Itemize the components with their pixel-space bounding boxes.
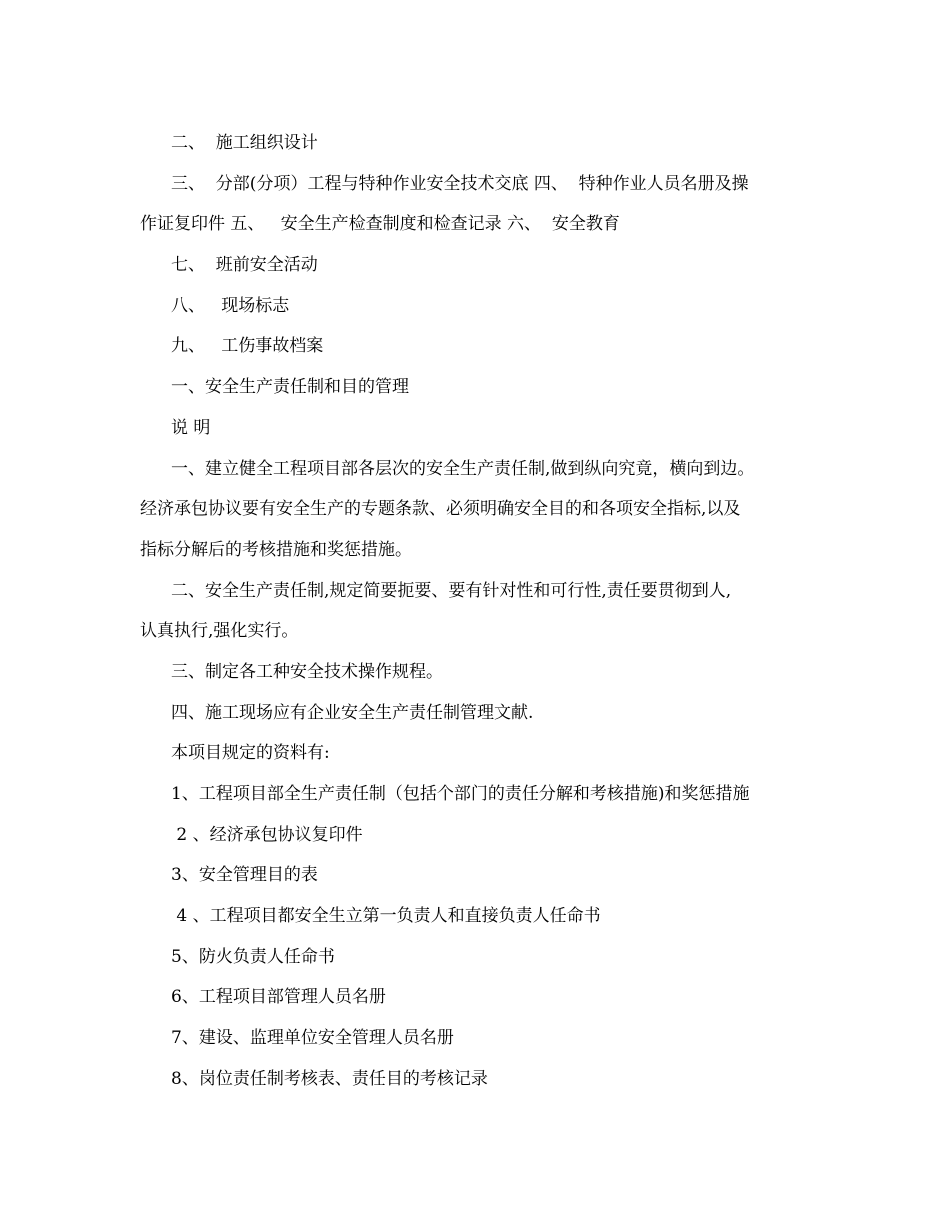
text-line: 一、安全生产责任制和目的管理 [171, 377, 409, 398]
text-line: 认真执行,强化实行。 [140, 621, 299, 642]
text-line: 经济承包协议要有安全生产的专题条款、必须明确安全目的和各项安全指标,以及 [140, 499, 741, 520]
text-line: 八、 现场标志 [171, 295, 290, 316]
text-line: 本项目规定的资料有: [171, 743, 330, 764]
text-line: 1、工程项目部全生产责任制（包括个部门的责任分解和考核措施)和奖惩措施 [171, 784, 750, 804]
text-line: 8、岗位责任制考核表、责任目的考核记录 [171, 1068, 488, 1089]
text-line: 二、 施工组织设计 [171, 133, 318, 153]
document-body [140, 123, 810, 1100]
text-line: 2 、经济承包协议复印件 [171, 824, 363, 845]
text-line: 三、 分部(分项）工程与特种作业安全技术交底 四、 特种作业人员名册及操 [171, 173, 749, 194]
text-line: 四、施工现场应有企业安全生产责任制管理文献. [171, 702, 534, 723]
text-line: 说 明 [171, 417, 211, 438]
text-line: 4 、工程项目都安全生立第一负责人和直接负责人任命书 [171, 906, 601, 927]
text-line: 作证复印件 五、 安全生产检查制度和检查记录 六、 安全教育 [140, 214, 620, 235]
text-line: 一、建立健全工程项目部各层次的安全生产责任制,做到纵向究竟，横向到边。 [171, 458, 755, 479]
text-line: 七、 班前安全活动 [171, 255, 318, 276]
text-line: 三、制定各工种安全技术操作规程。 [171, 661, 443, 682]
text-line: 二、安全生产责任制,规定简要扼要、要有针对性和可行性,责任要贯彻到人, [171, 580, 732, 601]
text-line: 7、建设、监理单位安全管理人员名册 [171, 1028, 454, 1049]
text-line: 6、工程项目部管理人员名册 [171, 987, 386, 1008]
text-line: 5、防火负责人任命书 [171, 946, 335, 967]
text-line: 九、 工伤事故档案 [171, 336, 324, 357]
text-line: 3、安全管理目的表 [171, 865, 318, 886]
text-line: 指标分解后的考核措施和奖惩措施。 [140, 539, 412, 560]
